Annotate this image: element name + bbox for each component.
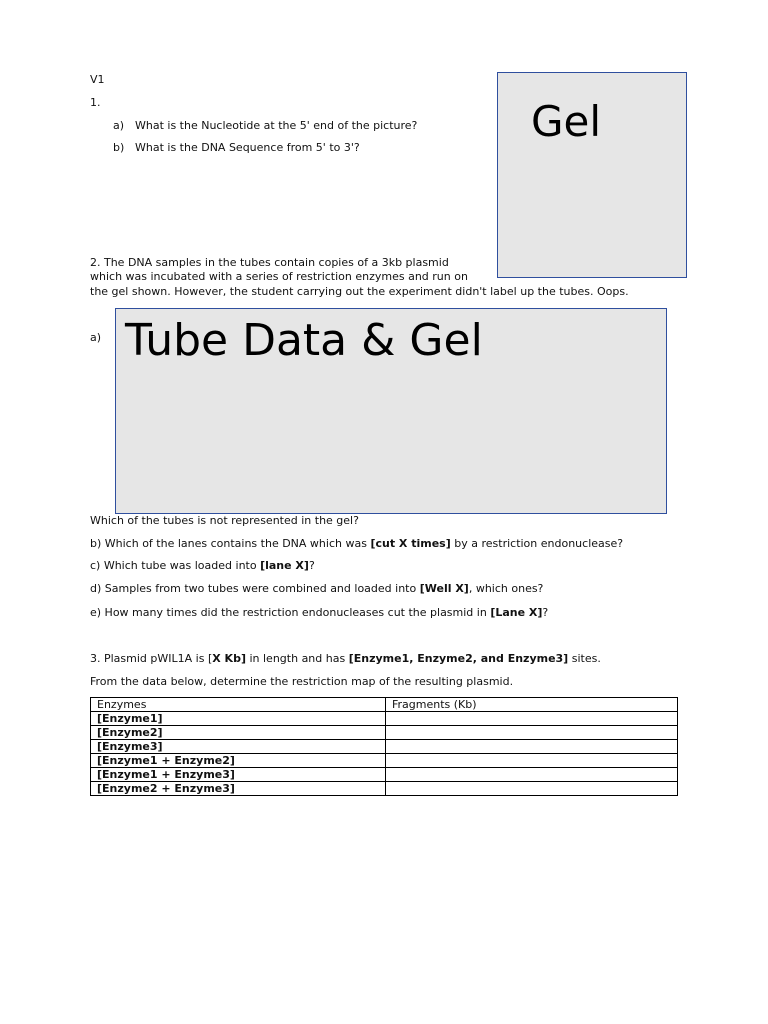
q3-text-post: sites.: [568, 652, 601, 665]
gel-placeholder-label: Gel: [531, 97, 602, 146]
table-cell-enzyme: [Enzyme2]: [91, 726, 386, 740]
q3-text-size: X Kb]: [212, 652, 246, 665]
q3-text-enzymes: [Enzyme1, Enzyme2, and Enzyme3]: [348, 652, 569, 665]
table-cell-enzyme: [Enzyme1]: [91, 712, 386, 726]
table-cell-enzyme: [Enzyme3]: [91, 740, 386, 754]
table-cell-fragments[interactable]: [386, 712, 678, 726]
q2c-text-pre: c) Which tube was loaded into: [90, 559, 261, 572]
q2b-text-pre: b) Which of the lanes contains the DNA which was: [90, 537, 371, 550]
table-cell-enzyme: [Enzyme1 + Enzyme3]: [91, 768, 386, 782]
q3-text-pre: 3. Plasmid pWIL1A is [: [90, 652, 213, 665]
q3-text-mid: in length and has: [245, 652, 349, 665]
version-label: V1: [90, 73, 105, 86]
q2-intro-line3: the gel shown. However, the student carrying out the experiment didn't label up the tubes. Oops.: [90, 285, 629, 298]
q2-intro-line1: 2. The DNA samples in the tubes contain copies of a 3kb plasmid: [90, 256, 449, 269]
tube-data-gel-placeholder: [115, 308, 667, 514]
q2c-question: [90, 559, 315, 572]
table-cell-fragments[interactable]: [386, 740, 678, 754]
q2e-text-post: ?: [542, 606, 549, 619]
q1b-marker: b): [113, 141, 125, 154]
table-cell-fragments[interactable]: [386, 768, 678, 782]
table-header-enzymes: Enzymes: [91, 698, 386, 712]
table-row: [91, 726, 678, 740]
q1a-marker: a): [113, 119, 125, 132]
q2-intro-line2: which was incubated with a series of restriction enzymes and run on: [90, 270, 468, 283]
table-cell-fragments[interactable]: [386, 726, 678, 740]
table-row: [91, 754, 678, 768]
q2c-text-bold: [lane X]: [260, 559, 309, 572]
q2d-question: [90, 582, 543, 595]
q1a-text: What is the Nucleotide at the 5' end of the picture?: [135, 119, 418, 132]
q3-intro: [90, 652, 601, 665]
table-header-fragments: Fragments (Kb): [386, 698, 678, 712]
q2a-marker: a): [90, 331, 102, 344]
table-row: [91, 712, 678, 726]
q2e-text-bold: [Lane X]: [490, 606, 543, 619]
q2a-question: Which of the tubes is not represented in the gel?: [90, 514, 359, 527]
q2e-text-pre: e) How many times did the restriction endonucleases cut the plasmid in: [90, 606, 491, 619]
q2b-question: [90, 537, 623, 550]
q1b-text: What is the DNA Sequence from 5' to 3'?: [135, 141, 360, 154]
q2c-text-post: ?: [308, 559, 315, 572]
q2e-question: [90, 606, 548, 619]
tube-placeholder-label: Tube Data & Gel: [125, 315, 483, 366]
table-row: [91, 782, 678, 796]
table-cell-fragments[interactable]: [386, 754, 678, 768]
restriction-fragments-table: [90, 697, 678, 796]
table-cell-enzyme: [Enzyme1 + Enzyme2]: [91, 754, 386, 768]
q1-number: 1.: [90, 96, 101, 109]
q3-instruction: From the data below, determine the restriction map of the resulting plasmid.: [90, 675, 514, 688]
table-cell-fragments[interactable]: [386, 782, 678, 796]
table-row: [91, 768, 678, 782]
gel-image-placeholder: [497, 72, 687, 278]
q2d-text-pre: d) Samples from two tubes were combined and loaded into: [90, 582, 420, 595]
q2b-text-bold: [cut X times]: [370, 537, 451, 550]
table-row: [91, 740, 678, 754]
table-cell-enzyme: [Enzyme2 + Enzyme3]: [91, 782, 386, 796]
q2d-text-bold: [Well X]: [419, 582, 469, 595]
q2d-text-post: , which ones?: [468, 582, 544, 595]
table-header-row: [91, 698, 678, 712]
q2b-text-post: by a restriction endonuclease?: [450, 537, 624, 550]
